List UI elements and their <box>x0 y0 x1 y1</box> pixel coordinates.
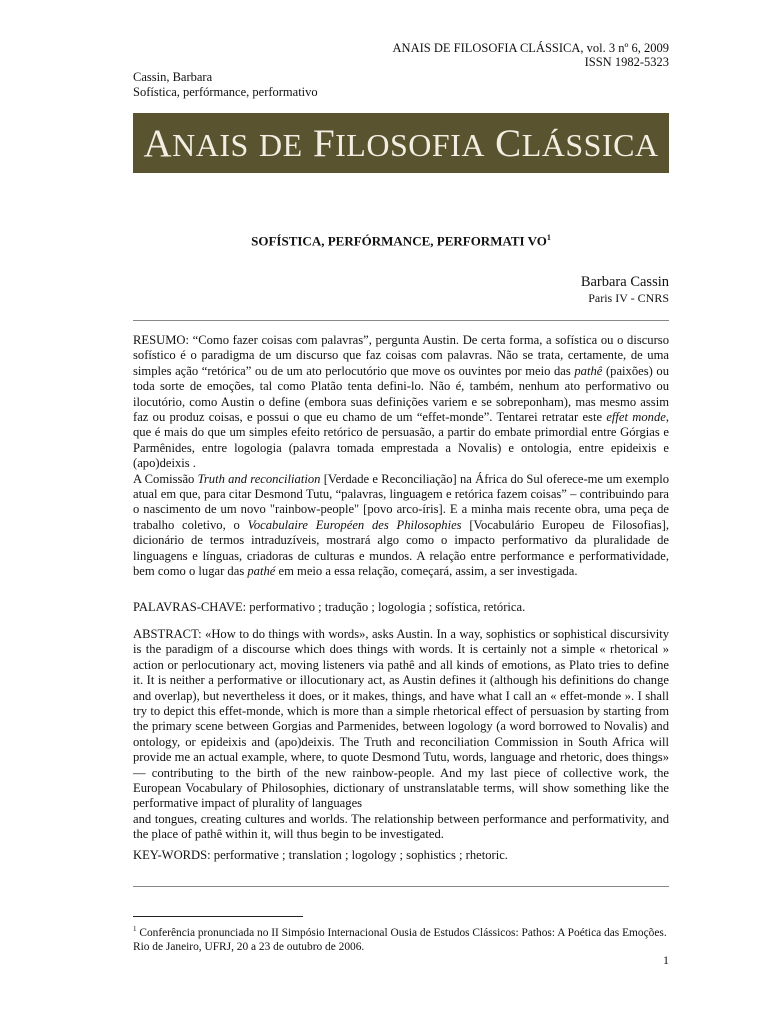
resumo-section <box>133 333 669 580</box>
title-footnote-marker: 1 <box>546 233 551 242</box>
resumo-text-5: [Verdade e Reconciliação] na África do Sul oferece-me um exemplo atual em que, para citar Desmond Tutu, “palavras, linguagem e retórica fazem coisas” – contribuindo para o nascimento de um novo "rainbow-people" [povo arco-íris]. E a minha mais recente obra, uma peça de trabalho coletivo, o <box>133 471 669 532</box>
resumo-italic-pathe: pathê <box>574 363 603 378</box>
author-affiliation: Paris IV - CNRS <box>588 291 669 305</box>
article-title-text: SOFÍSTICA, PERFÓRMANCE, PERFORMATI VO <box>251 233 547 249</box>
banner-cap-a: A <box>143 121 173 165</box>
resumo-text-6: [Vocabulário Europeu de Filosofias], dicionário de termos intraduzíveis, mostrará algo como o impacto performativo da pluralidade de linguagens e línguas, criadoras de culturas e mundos. A relação entre performance e performatividade, bem como o lugar das <box>133 517 669 579</box>
resumo-italic-pathe-2: pathé <box>247 564 276 579</box>
issn-line: ISSN 1982-5323 <box>584 55 669 69</box>
resumo-text-4: A Comissão <box>133 471 198 486</box>
banner-word-nais: NAIS <box>172 126 249 163</box>
abstract-paragraph-2: and tongues, creating cultures and worlds. The relationship between performance and performativity, and the place of pathê within it, will thus begin to be investigated. <box>133 811 669 842</box>
resumo-text-7: em meio a essa relação, começará, assim, a ser investigada. <box>275 564 578 579</box>
banner-word-lassica: LÁSSICA <box>521 126 659 163</box>
resumo-text-2: (paixões) ou toda sorte de emoções, tal como Platão tenta defini-lo. Não é, também, nenhum ato performativo ou ilocutório, como Austin o define (embora suas definições variem e se sobreponham), mas mesmo assim faz ou produz coisas, e possui o que eu chamo de um “effet-monde”. Tentarei retratar este <box>133 363 669 425</box>
bottom-divider <box>133 886 669 887</box>
key-words: KEY-WORDS: performative ; translation ; logology ; sophistics ; rhetoric. <box>133 848 508 862</box>
journal-header <box>393 41 669 69</box>
journal-banner <box>133 113 669 173</box>
running-head <box>133 70 318 100</box>
banner-text <box>143 121 658 166</box>
page-number: 1 <box>663 953 669 967</box>
banner-cap-c: C <box>495 121 522 165</box>
running-title: Sofística, perfórmance, performativo <box>133 85 318 99</box>
banner-word-ilosofia: ILOSOFIA <box>335 126 485 163</box>
resumo-italic-effet-monde: effet monde <box>606 410 666 425</box>
resumo-paragraph <box>133 333 669 472</box>
running-author: Cassin, Barbara <box>133 70 213 84</box>
footnote-marker: 1 <box>133 925 137 933</box>
abstract-paragraph: ABSTRACT: «How to do things with words», asks Austin. In a way, sophistics or sophistical discursivity is the paradigm of a discourse which does things with words. It is certainly not a simple « rhetorical » action or perlocutionary act, moving listeners via pathê and all kinds of emotions, as Plato tries to define it. It is neither a performative or illocutionary act, as Austin defines it (although his definitions do change and overlap), but nevertheless it does, or it makes, things, and have what I call an « effet-monde ». I shall try to depict this effet-monde, which is more than a simple rhetorical effect of persuasion by starting from the primary scene between Gorgias and Parmenides, between logology (a word borrowed to Novalis) and ontology, or epideixis and (apo)deixis. The Truth and reconciliation Commission in South Africa will provide me an actual example, where, to quote Desmond Tutu, words, language and rhetoric, does things» — contributing to the birth of the new rainbow-people. And my last piece of collective work, the European Vocabulary of Philosophies, dictionary of unstranslatable terms, will show something like the performative impact of plurality of languages <box>133 627 669 811</box>
journal-line: ANAIS DE FILOSOFIA CLÁSSICA, vol. 3 nº 6, 2009 <box>392 41 669 55</box>
banner-word-de: DE <box>259 126 303 163</box>
article-title <box>133 233 669 249</box>
footnote-text: Conferência pronunciada no II Simpósio Internacional Ousia de Estudos Clássicos: Pathos: A Poética das Emoções. Rio de Janeiro, UFRJ, 20 a 23 de outubro de 2006. <box>133 926 667 953</box>
resumo-italic-truth: Truth and reconciliation <box>197 471 321 486</box>
palavras-chave: PALAVRAS-CHAVE: performativo ; tradução ; logologia ; sofística, retórica. <box>133 600 526 614</box>
resumo-italic-vocabulaire: Vocabulaire Européen des Philosophies <box>247 517 462 532</box>
article-author: Barbara Cassin <box>580 274 669 290</box>
resumo-text-3: , que é mais do que um simples efeito retórico de persuasão, a partir do embate primordial entre Górgias e Parmênides, entre logologia (palavra tomada emprestada a Novalis) e ontologia, entre epideixis e (apo)deixis . <box>133 410 670 471</box>
top-divider <box>133 320 669 321</box>
abstract-section <box>133 627 669 843</box>
footnote <box>133 922 669 954</box>
resumo-text-1: RESUMO: “Como fazer coisas com palavras”, pergunta Austin. De certa forma, a sofística ou o discurso sofístico é o paradigma de um discurso que faz coisas com palavras. Não se trata, certamente, de uma simples ação “retórica” ou de um ato perlocutório que move os ouvintes por meio das <box>133 333 669 378</box>
footnote-rule <box>133 916 303 917</box>
resumo-paragraph-2 <box>133 472 669 580</box>
banner-cap-f: F <box>312 121 336 165</box>
